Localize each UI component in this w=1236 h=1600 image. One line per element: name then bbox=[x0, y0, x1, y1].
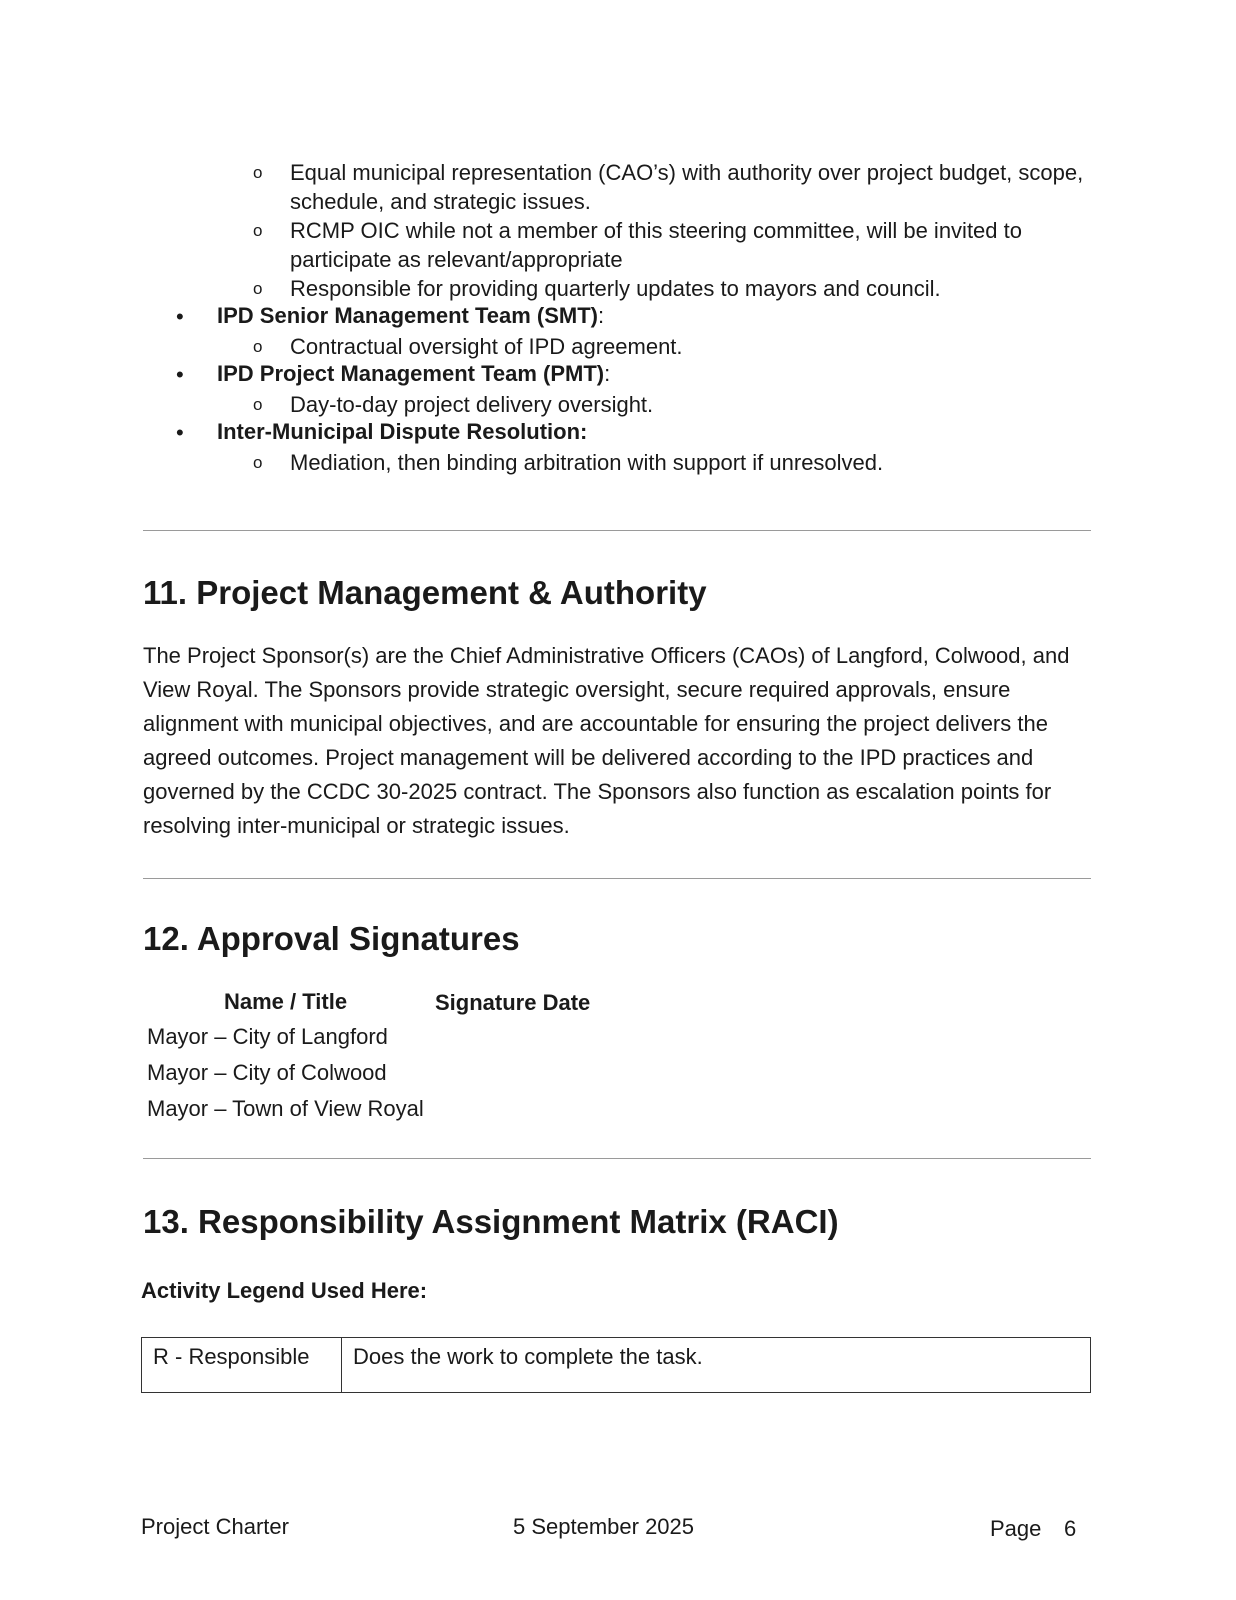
section-11-body: The Project Sponsor(s) are the Chief Administrative Officers (CAOs) of Langford, Colwood, and View Royal. The Sponsors provide strategic oversight, secure required approvals, ensure alignment with municipal objectives, and are accountable for ensuring the project delivers the agreed outcomes. Project management will be delivered according to the IPD practices and governed by the CCDC 30-2025 contract. The Sponsors also function as escalation points for resolving inter-municipal or strategic issues. bbox=[143, 643, 1070, 838]
activity-legend-label: Activity Legend Used Here: bbox=[141, 1278, 428, 1303]
footer-date: 5 September 2025 bbox=[513, 1514, 695, 1539]
sub-bullet-marker: o bbox=[253, 221, 263, 240]
dispute-resolution-label: Inter-Municipal Dispute Resolution: bbox=[217, 419, 588, 444]
sub-bullet-marker: o bbox=[253, 453, 263, 472]
signature-row-view-royal: Mayor – Town of View Royal bbox=[147, 1096, 424, 1121]
legend-description: Does the work to complete the task. bbox=[342, 1338, 1091, 1393]
steering-subitem-2: RCMP OIC while not a member of this steering committee, will be invited to participate as relevant/appropriate bbox=[290, 218, 1022, 272]
sub-bullet-marker: o bbox=[253, 279, 263, 298]
pmt-subitem: Day-to-day project delivery oversight. bbox=[290, 392, 654, 417]
bullet-marker: • bbox=[176, 420, 184, 445]
sub-bullet-marker: o bbox=[253, 337, 263, 356]
signature-col-date: Signature Date bbox=[435, 990, 591, 1015]
smt-label: IPD Senior Management Team (SMT) bbox=[217, 303, 598, 328]
pmt-label: IPD Project Management Team (PMT) bbox=[217, 361, 605, 386]
steering-subitem-3: Responsible for providing quarterly updates to mayors and council. bbox=[290, 276, 941, 301]
dispute-subitem: Mediation, then binding arbitration with support if unresolved. bbox=[290, 450, 884, 475]
section-11-heading: 11. Project Management & Authority bbox=[143, 574, 707, 611]
bullet-marker: • bbox=[176, 362, 184, 387]
raci-legend-table bbox=[141, 1337, 1091, 1393]
table-row bbox=[142, 1338, 1091, 1393]
smt-subitem: Contractual oversight of IPD agreement. bbox=[290, 334, 683, 359]
steering-subitem-1: Equal municipal representation (CAO’s) with authority over project budget, scope, schedule, and strategic issues. bbox=[290, 160, 1084, 214]
section-divider bbox=[143, 1158, 1091, 1159]
pmt-colon: : bbox=[604, 361, 611, 386]
sub-bullet-marker: o bbox=[253, 395, 263, 414]
sub-bullet-marker: o bbox=[253, 163, 263, 182]
section-13-heading: 13. Responsibility Assignment Matrix (RACI) bbox=[143, 1203, 839, 1240]
legend-code: R - Responsible bbox=[142, 1338, 342, 1393]
footer-page-number: 6 bbox=[1064, 1516, 1077, 1541]
footer-document-title: Project Charter bbox=[141, 1514, 289, 1539]
section-divider bbox=[143, 530, 1091, 531]
footer-page-label: Page bbox=[990, 1516, 1042, 1541]
signature-col-name-title: Name / Title bbox=[224, 989, 348, 1014]
section-divider bbox=[143, 878, 1091, 879]
smt-item bbox=[217, 303, 604, 329]
signature-row-colwood: Mayor – City of Colwood bbox=[147, 1060, 387, 1085]
section-12-heading: 12. Approval Signatures bbox=[143, 920, 520, 957]
smt-colon: : bbox=[597, 303, 605, 328]
signature-row-langford: Mayor – City of Langford bbox=[147, 1024, 388, 1049]
bullet-marker: • bbox=[176, 304, 184, 329]
pmt-item bbox=[217, 361, 610, 387]
